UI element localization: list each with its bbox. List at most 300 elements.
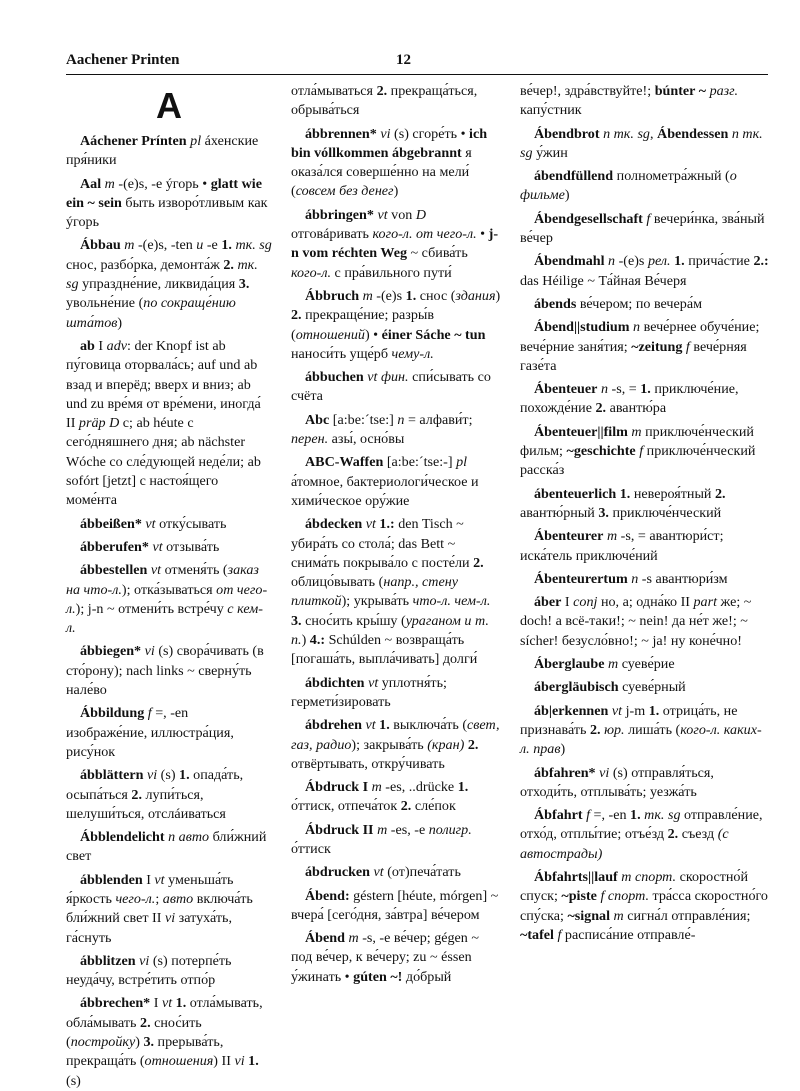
- italic-label: adv: [106, 337, 127, 354]
- headword: ábdrucken: [305, 864, 371, 881]
- italic-label: vi: [380, 125, 391, 142]
- italic-label: полигр.: [428, 821, 472, 838]
- dictionary-entry: [66, 642, 272, 700]
- headword: áb|erkennen: [534, 702, 609, 719]
- dictionary-entry: [520, 485, 770, 524]
- bold-text: 2.: [467, 736, 479, 753]
- entry-text: ): [564, 187, 570, 204]
- headword: ábbrennen*: [305, 125, 377, 142]
- italic-label: vt: [373, 864, 384, 881]
- bold-text: 3.: [598, 504, 609, 521]
- italic-label: vt: [152, 538, 163, 555]
- entry-text: отку́сывать: [155, 515, 227, 532]
- italic-label: рел.: [647, 253, 671, 270]
- italic-label: vt: [368, 674, 379, 691]
- entry-text: снос́ить кры́шу (: [301, 612, 406, 629]
- entry-text: выключа́ть (: [389, 717, 468, 734]
- entry-text: Schúlden ~ возвраща́ть [погаша́ть, выпла́чивать] долги́: [291, 632, 478, 668]
- entry-text: о́ттиск: [291, 840, 331, 857]
- bold-text: 1.: [674, 253, 685, 270]
- italic-label: тк. sg: [235, 237, 272, 254]
- italic-label: vt: [145, 515, 156, 532]
- entry-text: -s, =: [608, 381, 641, 398]
- entry-text: áхенские пря́ники: [66, 133, 259, 169]
- italic-label: m: [348, 930, 359, 947]
- dictionary-entry: [66, 766, 272, 824]
- dictionary-entry: [66, 561, 272, 638]
- entry-text: ); закрыва́ть: [351, 736, 428, 753]
- italic-label: vt: [377, 206, 388, 223]
- italic-label: n: [633, 319, 641, 336]
- bold-text: gúten ~!: [353, 968, 403, 985]
- italic-label: m: [631, 423, 642, 440]
- entry-text: I: [142, 871, 155, 888]
- entry-text: ): [560, 741, 566, 758]
- headword: Ábenteurertum: [534, 570, 628, 587]
- entry-text: капу́стник: [520, 102, 582, 119]
- entry-text: -(e)s, -ten: [134, 237, 197, 254]
- dictionary-entry: [520, 655, 770, 674]
- italic-label: präp D: [78, 415, 120, 432]
- italic-label: vt: [154, 871, 165, 888]
- headword: Áberglaube: [534, 656, 605, 673]
- entry-text: ве́чер!, здра́вствуйте!;: [520, 83, 655, 99]
- dictionary-entry: [520, 527, 770, 566]
- italic-label: чего-л.: [115, 890, 156, 907]
- italic-label: n авто: [168, 829, 210, 846]
- entry-text: быть изворо́тливым как ýгорь: [66, 194, 268, 231]
- headword: Abc: [305, 411, 330, 428]
- italic-label: кого-л. от чего-л.: [372, 226, 477, 243]
- entry-text: с; ab héute с сего́дняшнего дня; ab nächster Wóche со сле́дующей неде́ли; ab sofórt [jetzt] с настоя́щего моме́нта: [66, 415, 261, 509]
- headword: Ábbruch: [305, 287, 360, 304]
- entry-text: вече́рняя газе́та: [520, 338, 747, 374]
- italic-label: vt: [365, 717, 376, 734]
- dictionary-entry: [66, 994, 272, 1090]
- entry-text: у́жин: [532, 144, 568, 161]
- dictionary-column-2: [291, 82, 501, 987]
- headword: Ábend: [305, 930, 345, 947]
- entry-text: облицо́вывать (: [291, 574, 384, 591]
- entry-text: уменьша́ть я́ркость: [66, 871, 234, 907]
- entry-text: [a:be:´tse:-]: [383, 454, 457, 471]
- bold-text: 2.:: [753, 253, 769, 270]
- entry-text: ); укрыва́ть: [341, 593, 413, 610]
- italic-label: n тк. sg: [520, 125, 763, 161]
- entry-text: ): [393, 183, 399, 200]
- bold-text: 2.: [589, 721, 601, 738]
- entry-continuation: [520, 82, 770, 121]
- headword: ábblenden: [80, 871, 143, 888]
- bold-text: ~geschichte: [566, 443, 636, 460]
- entry-text: сле́пок: [411, 798, 456, 815]
- bold-text: 1.: [630, 807, 641, 824]
- entry-text: ): [495, 287, 501, 304]
- headword: ábblitzen: [80, 952, 136, 969]
- entry-text: (s) отправля́ться, отходи́ть, отплыва́ть; уезжа́ть: [520, 764, 714, 800]
- dictionary-entry: [66, 704, 272, 762]
- entry-text: лиша́ть (: [624, 721, 681, 738]
- italic-label: от чего-л.: [66, 581, 268, 617]
- italic-label: vi: [234, 1053, 245, 1070]
- italic-label: n: [600, 381, 608, 398]
- entry-text: полнометра́жный (: [613, 168, 730, 185]
- entry-text: прерыва́ть, прекраща́ть (: [66, 1034, 224, 1070]
- italic-label: здания: [455, 287, 496, 304]
- italic-label: vi: [139, 952, 150, 969]
- italic-label: vi: [146, 767, 158, 784]
- bold-text: Ábendessen: [657, 125, 729, 142]
- dictionary-entry: [291, 411, 501, 450]
- italic-label: (кран): [427, 736, 465, 753]
- headword: Ábenteurer: [534, 528, 604, 545]
- italic-label: vt: [365, 516, 376, 533]
- entry-text: наноси́ть уще́рб: [291, 345, 392, 362]
- dictionary-entry: [291, 863, 501, 882]
- headword: Aáchener Prínten: [80, 133, 187, 149]
- entry-text: ): [135, 1034, 144, 1051]
- italic-label: vt фин.: [367, 369, 409, 386]
- bold-text: 1.: [248, 1053, 259, 1070]
- headword: ábbeißen*: [80, 515, 142, 532]
- italic-label: m: [362, 287, 373, 304]
- entry-text: спи́сывать со счёта: [291, 369, 491, 405]
- bold-text: 1.: [405, 287, 417, 304]
- entry-text: упраздне́ние, ликвида́ция: [78, 276, 239, 293]
- italic-label: f: [586, 807, 590, 824]
- entry-text: ): [117, 314, 123, 331]
- italic-label: постройку: [70, 1034, 136, 1051]
- entry-text: -(e)s, -e ýгорь •: [114, 175, 211, 192]
- italic-label: m: [613, 907, 624, 924]
- bold-text: 2.: [400, 798, 412, 815]
- headword: ábfahren*: [534, 764, 596, 781]
- entry-text: -(e)s: [615, 253, 648, 270]
- headword: ábdrehen: [305, 717, 362, 734]
- bold-text: 1.:: [379, 516, 395, 533]
- italic-label: f спорт.: [600, 888, 649, 905]
- bold-text: 1.: [640, 381, 651, 398]
- entry-text: же; ~ doch! а всё-таки!; ~ nein! да не́т же!; ~ sícher! безусло́вно!; ~ ja! ну коне́чно!: [520, 594, 752, 649]
- dictionary-entry: [520, 125, 770, 164]
- dictionary-entry: [520, 702, 770, 760]
- headword: Ábfahrts||lauf: [534, 868, 618, 885]
- entry-text: отменя́ть (: [161, 562, 228, 579]
- entry-text: •: [476, 226, 489, 243]
- entry-text: отла́мывать, обла́мывать: [66, 995, 263, 1031]
- entry-text: géstern [héute, mórgen] ~ вчера́ [сего́дня, за́втра] ве́чером: [291, 887, 499, 923]
- italic-label: m: [377, 821, 388, 838]
- headword: ábblättern: [80, 767, 144, 784]
- entry-text: расписа́ние отправле́-: [561, 926, 696, 943]
- italic-label: part: [693, 594, 717, 611]
- bold-text: 1.: [179, 767, 190, 784]
- italic-label: тк. sg: [66, 256, 258, 293]
- headword: Ábdruck I: [305, 779, 369, 796]
- entry-text: (s) свора́чивать (в сто́рону); nach links ~ сверну́ть нале́во: [66, 643, 264, 699]
- italic-label: о фильме: [520, 168, 737, 204]
- entry-text: den Tisch ~ убира́ть со стола́; das Bett ~ снима́ть покрыва́ло с посте́ли: [291, 516, 474, 571]
- entry-text: =, -en: [590, 807, 631, 824]
- dictionary-entry: [520, 252, 770, 291]
- dictionary-entry: [520, 295, 770, 314]
- headword: Ábendgesellschaft: [534, 210, 643, 227]
- italic-label: vi: [144, 643, 155, 660]
- italic-label: m: [371, 779, 382, 796]
- italic-label: n: [608, 253, 616, 270]
- entry-text: (s) сгоре́ть •: [390, 125, 470, 142]
- entry-text: уплотня́ть; гермети́зировать: [291, 674, 447, 710]
- entry-text: сигна́л отправле́ния;: [623, 907, 751, 924]
- italic-label: m: [124, 237, 135, 254]
- dictionary-entry: [291, 125, 501, 202]
- italic-label: кого-л. каких-л. прав: [520, 721, 762, 758]
- entry-text: = алфави́т;: [404, 411, 473, 428]
- entry-text: отзыва́ть: [162, 538, 220, 555]
- bold-text: 1.: [648, 702, 660, 719]
- entry-text: ~ сбива́ть: [407, 245, 468, 262]
- entry-text: азы́, осно́вы: [328, 431, 405, 448]
- entry-text: =, -en изображе́ние, иллюстра́ция, рису́нок: [66, 705, 234, 760]
- entry-text: (s) потерпе́ть неуда́чу, встре́тить отпо́р: [66, 952, 232, 989]
- headword: ábbestellen: [80, 562, 148, 579]
- entry-text: съезд: [678, 826, 718, 843]
- entry-text: снос, разбо́рка, демонта́ж: [66, 256, 224, 273]
- headword: Ábenteuer: [534, 381, 598, 398]
- entry-text: приключе́нческий расска́з: [520, 443, 756, 479]
- headword: Ábenteuer||film: [534, 423, 628, 440]
- italic-label: отношений: [295, 326, 365, 343]
- bold-text: 1.: [457, 779, 469, 796]
- dictionary-entry: [520, 318, 770, 376]
- bold-text: 4.:: [309, 632, 326, 649]
- italic-label: pl: [456, 454, 468, 471]
- dictionary-entry: [66, 871, 272, 948]
- bold-text: ~tafel: [520, 926, 554, 943]
- italic-label: f: [685, 338, 690, 355]
- entry-text: приключе́нческий фильм;: [520, 423, 754, 460]
- entry-text: снос (: [416, 287, 456, 304]
- entry-text: ): [301, 632, 310, 649]
- italic-label: f: [639, 443, 644, 460]
- bold-text: 1.: [379, 717, 390, 734]
- entry-text: прекраще́ние; разры́в (: [291, 307, 435, 343]
- entry-text: прича́стие: [684, 253, 754, 270]
- headword: Ábbildung: [80, 705, 145, 722]
- bold-text: 1.: [221, 237, 232, 254]
- dictionary-entry: [520, 210, 770, 249]
- dictionary-entry: [66, 175, 272, 233]
- italic-label: n: [631, 570, 639, 587]
- italic-label: заказ на что-л.: [66, 562, 259, 598]
- headword: ab: [80, 337, 95, 354]
- entry-text: ); j-n ~ отмени́ть встре́чу: [75, 600, 228, 617]
- headword: ábdecken: [305, 516, 363, 533]
- bold-text: búnter ~: [654, 83, 707, 99]
- dictionary-entry: [291, 929, 501, 987]
- italic-label: f: [646, 210, 651, 227]
- entry-text: -e: [203, 237, 222, 254]
- dictionary-column-3: [520, 82, 770, 987]
- entry-text: суеве́рие: [618, 656, 675, 673]
- bold-text: 2.: [595, 400, 607, 417]
- headword: ábergläubisch: [534, 679, 619, 696]
- entry-text: ) •: [364, 326, 382, 343]
- italic-label: vt: [161, 995, 173, 1012]
- dictionary-entry: [66, 132, 272, 171]
- italic-label: напр., стену плиткой: [291, 574, 458, 610]
- dictionary-entry: [66, 538, 272, 557]
- entry-text: отговáривать: [291, 226, 373, 243]
- entry-text: тра́сса скоростно́го спу́ска;: [520, 888, 768, 924]
- entry-text: ); отка́зываться: [121, 581, 217, 598]
- italic-label: авто: [162, 890, 194, 907]
- entry-text: (s): [66, 1072, 81, 1089]
- entry-text: бли́жний свет: [66, 829, 267, 865]
- headword: Ábblendelicht: [80, 829, 165, 846]
- entry-text: я оказа́лся соверше́нно на мели́ (: [291, 144, 472, 200]
- entry-continuation: [291, 82, 501, 121]
- headword: ábbiegen*: [80, 643, 142, 660]
- dictionary-entry: [520, 423, 770, 481]
- entry-text: отвёртывать, откру́чивать: [291, 755, 445, 772]
- entry-text: увольне́ние (: [66, 295, 144, 312]
- bold-text: 2.: [291, 307, 302, 324]
- bold-text: ich bin vóllkommen ábgebrannt: [291, 125, 488, 161]
- entry-text: -s, -e ве́чер; gégen ~ под ве́чер, к ве́черу; zu ~ éssen у́жинать •: [291, 930, 479, 985]
- headword: ábends: [534, 295, 577, 312]
- dictionary-entry: [520, 380, 770, 419]
- entry-text: [a:be:´tse:]: [329, 411, 398, 428]
- dictionary-entry: [520, 593, 770, 651]
- entry-text: I: [150, 995, 162, 1012]
- entry-text: а́томное, бактериологи́ческое и хими́ческое ору́жие: [291, 473, 479, 509]
- italic-label: по сокраще́нию шта́тов: [66, 295, 236, 331]
- italic-label: отношения: [144, 1053, 214, 1070]
- section-letter: A: [156, 85, 182, 126]
- entry-text: (s): [157, 767, 180, 784]
- entry-text: суеве́рный: [618, 679, 686, 696]
- headword: ábdichten: [305, 674, 365, 691]
- italic-label: f: [147, 705, 152, 722]
- entry-text: опада́ть, осыпа́ться: [66, 767, 244, 803]
- italic-label: m спорт.: [621, 868, 677, 885]
- entry-text: -es, -e: [387, 821, 429, 838]
- italic-label: D: [415, 206, 426, 223]
- entry-text: приключе́нческий: [608, 504, 722, 521]
- entry-text: von: [387, 206, 416, 223]
- bold-text: 3.: [291, 612, 302, 629]
- headword: áber: [534, 594, 562, 611]
- italic-label: m: [608, 656, 619, 673]
- bold-text: ~piste: [561, 888, 597, 905]
- dictionary-entry: [291, 674, 501, 713]
- bold-text: 1.: [175, 995, 187, 1012]
- header-rule: [66, 74, 768, 75]
- bold-text: 3.: [238, 276, 250, 293]
- headword: ábbrechen*: [80, 995, 151, 1012]
- entry-text: -es, ..drücke: [381, 779, 458, 796]
- dictionary-entry: [291, 206, 501, 283]
- page-number: 12: [396, 52, 411, 68]
- italic-label: vt: [150, 562, 162, 579]
- italic-label: кого-л.: [291, 264, 332, 281]
- entry-text: до́брый: [402, 968, 452, 985]
- headword: Aal: [80, 175, 102, 192]
- dictionary-entry: [291, 778, 501, 817]
- bold-text: ~signal: [567, 907, 611, 924]
- dictionary-entry: [520, 678, 770, 697]
- dictionary-entry: [291, 887, 501, 926]
- entry-text: I: [561, 594, 574, 611]
- entry-text: : der Knopf ist ab пу́говица оторвала́сь; auf und ab взад и вперёд; вверх и вниз; ab und zu вре́мя от вре́мени, иногда́ II: [66, 337, 261, 432]
- dictionary-entry: [520, 167, 770, 206]
- headword: ábberufen*: [80, 538, 149, 555]
- italic-label: свет, газ, радио: [291, 717, 500, 753]
- entry-text: затуха́ть, га́снуть: [66, 910, 233, 946]
- italic-label: совсем без денег: [295, 183, 394, 200]
- entry-text: вече́рнее обуче́ние; вече́рние заня́тия;: [520, 319, 760, 355]
- entry-text: -s авантюри́зм: [638, 570, 728, 587]
- entry-text: приключе́ние, похожде́ние: [520, 381, 739, 417]
- bold-text: 2.: [715, 485, 726, 502]
- entry-text: ;: [155, 890, 163, 907]
- bold-text: 2.: [131, 786, 142, 803]
- italic-label: vi: [164, 910, 176, 927]
- headword: ábendfüllend: [534, 168, 614, 185]
- entry-text: (от)печа́тать: [383, 864, 461, 881]
- headword: Ábend:: [305, 887, 350, 904]
- dictionary-column-1: [66, 82, 272, 1089]
- italic-label: что-л. чем-л.: [412, 593, 491, 610]
- entry-text: невероя́тный: [630, 485, 715, 502]
- bold-text: 2.: [473, 554, 484, 571]
- entry-text: отрица́ть, не признава́ть: [520, 702, 738, 738]
- bold-text: éiner Sáche ~ tun: [381, 326, 486, 343]
- italic-label: u: [196, 237, 204, 254]
- bold-text: 2.: [223, 256, 234, 273]
- headword: Ábdruck II: [305, 821, 374, 838]
- italic-label: m: [606, 528, 618, 545]
- italic-label: тк. sg: [644, 807, 681, 824]
- italic-label: (с автострады): [520, 826, 729, 862]
- italic-label: n: [397, 411, 405, 428]
- dictionary-entry: [66, 515, 272, 534]
- dictionary-entry: [520, 764, 770, 803]
- headword: Ábend||studium: [534, 319, 630, 336]
- entry-text: авантю́рный: [520, 504, 599, 521]
- headword: ABC-Waffen: [305, 454, 384, 471]
- italic-label: f: [557, 926, 562, 943]
- entry-text: о́ттиск, отпеча́ток: [291, 798, 401, 815]
- running-head: Aachener Printen: [66, 52, 180, 68]
- italic-label: m: [104, 175, 115, 192]
- entry-text: лупи́ться, шелуши́ться, отслáиваться: [66, 786, 226, 822]
- dictionary-entry: [520, 570, 770, 589]
- dictionary-entry: [66, 952, 272, 991]
- italic-label: n тк. sg: [603, 125, 650, 142]
- dictionary-entry: [291, 821, 501, 860]
- entry-text: прекраща́ться, обрыва́ться: [291, 83, 478, 119]
- italic-label: pl: [190, 133, 202, 149]
- italic-label: перен.: [291, 431, 329, 448]
- entry-text: das Héilige ~ Та́йная Ве́черя: [520, 272, 687, 289]
- headword: Ábendmahl: [534, 253, 605, 270]
- page-header: [66, 52, 768, 74]
- bold-text: 2.: [376, 83, 388, 99]
- entry-text: вечери́нка, зва́ный ве́чер: [520, 210, 765, 247]
- dictionary-entry: [291, 453, 501, 511]
